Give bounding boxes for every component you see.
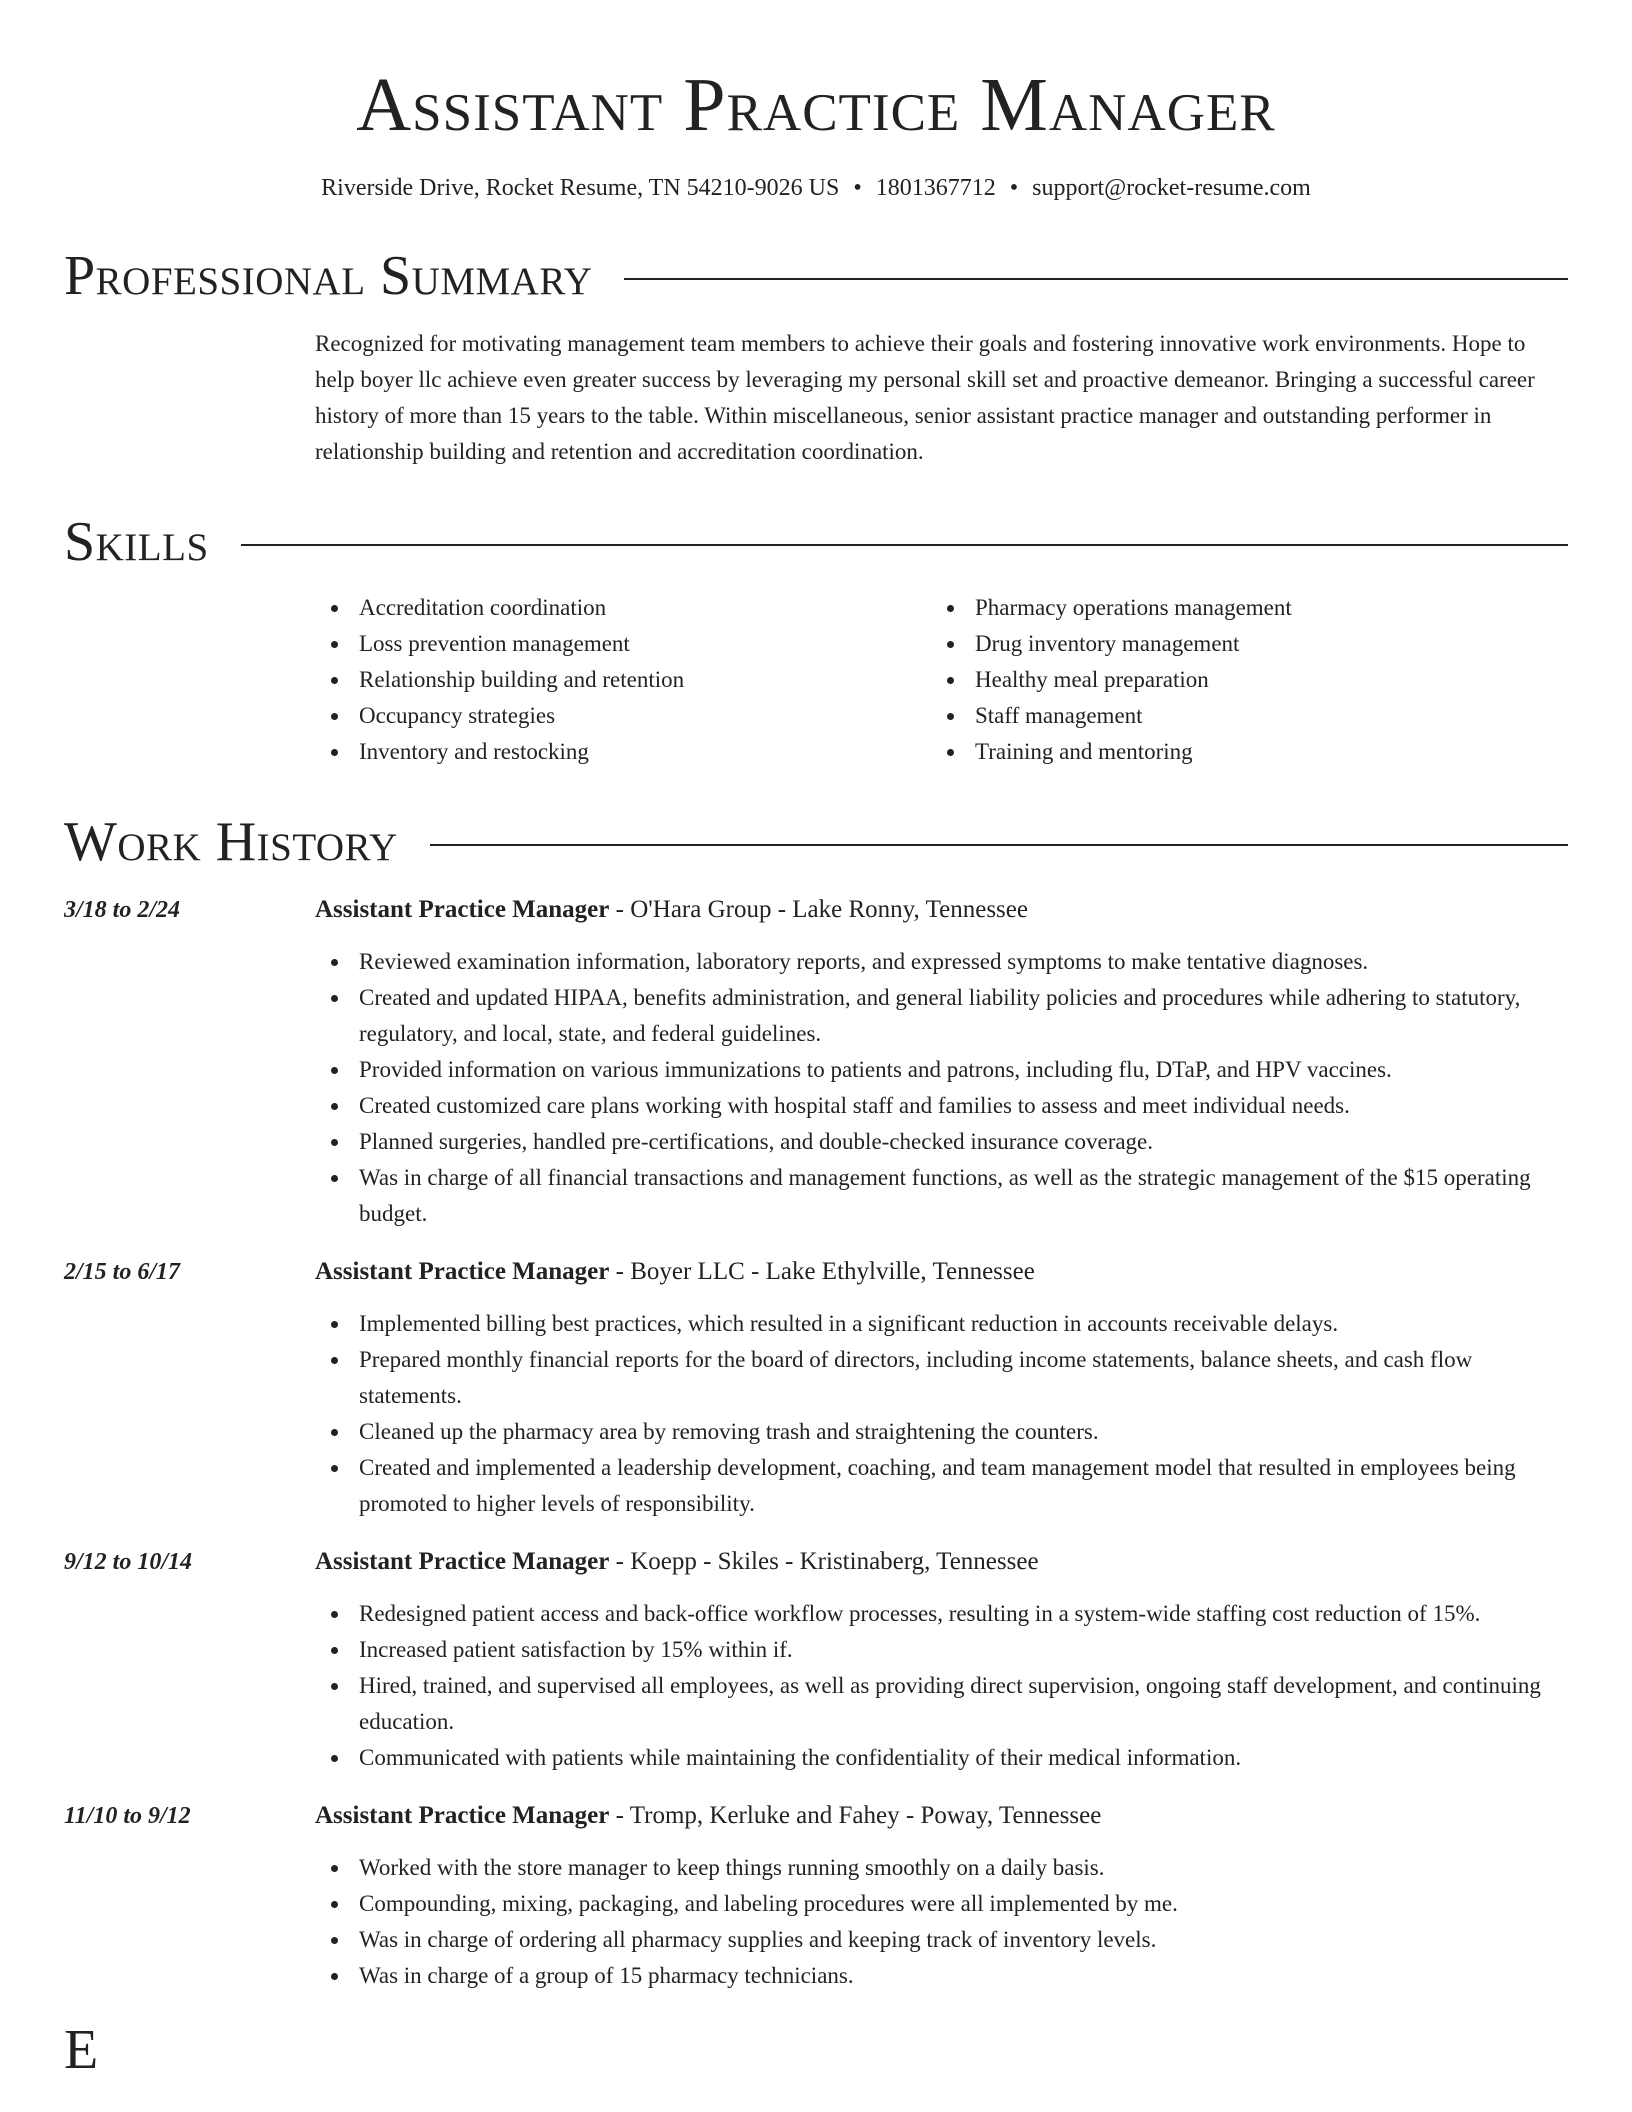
job-bullets <box>315 944 1568 1232</box>
job-bullet: Was in charge of ordering all pharmacy supplies and keeping track of inventory levels. <box>315 1922 1568 1958</box>
section-title: Professional Summary <box>64 245 593 307</box>
job-bullet: Created customized care plans working with hospital staff and families to assess and meet individual needs. <box>315 1088 1568 1124</box>
skill-item: Drug inventory management <box>931 626 1547 662</box>
address: Riverside Drive, Rocket Resume, TN 54210-9026 US <box>321 175 840 201</box>
job-title-line <box>315 1798 1568 1834</box>
skill-item: Relationship building and retention <box>315 662 931 698</box>
next-section-heading-partial: E <box>64 2019 99 2081</box>
skills-column-right <box>931 590 1547 770</box>
job-bullets <box>315 1596 1568 1776</box>
work-history <box>64 892 1568 1994</box>
job-bullets <box>315 1306 1568 1522</box>
job-bullet: Communicated with patients while maintaining the confidentiality of their medical information. <box>315 1740 1568 1776</box>
separator: • <box>853 175 862 201</box>
skills-column-left <box>315 590 931 770</box>
job-date: 11/10 to 9/12 <box>64 1803 191 1829</box>
job-bullet: Was in charge of a group of 15 pharmacy technicians. <box>315 1958 1568 1994</box>
separator: • <box>1009 175 1019 201</box>
job-title: Assistant Practice Manager <box>315 1802 610 1829</box>
job-title: Assistant Practice Manager <box>315 1548 610 1575</box>
divider <box>430 844 1568 846</box>
job-bullet: Worked with the store manager to keep things running smoothly on a daily basis. <box>315 1850 1568 1886</box>
job-title-line <box>315 1254 1568 1290</box>
job-bullets <box>315 1850 1568 1994</box>
job-title: Assistant Practice Manager <box>315 1258 610 1285</box>
job-entry <box>64 1798 1568 1994</box>
job-bullet: Created and implemented a leadership development, coaching, and team management model that resulted in employees being promoted to higher levels of responsibility. <box>315 1450 1568 1522</box>
skill-item: Staff management <box>931 698 1547 734</box>
job-entry <box>64 892 1568 1232</box>
job-bullet: Created and updated HIPAA, benefits administration, and general liability policies and procedures while adhering to statutory, regulatory, and local, state, and federal guidelines. <box>315 980 1568 1052</box>
job-details: - Koepp - Skiles - Kristinaberg, Tennessee <box>609 1548 1039 1575</box>
job-entry <box>64 1254 1568 1522</box>
phone: 1801367712 <box>875 175 996 201</box>
job-title: Assistant Practice Manager <box>315 896 610 923</box>
job-bullet: Was in charge of all financial transactions and management functions, as well as the strategic management of the $15 operating budget. <box>315 1160 1568 1232</box>
skill-item: Accreditation coordination <box>315 590 931 626</box>
job-bullet: Redesigned patient access and back-office workflow processes, resulting in a system-wide staffing cost reduction of 15%. <box>315 1596 1568 1632</box>
job-bullet: Cleaned up the pharmacy area by removing trash and straightening the counters. <box>315 1414 1568 1450</box>
resume-name: Assistant Practice Manager <box>356 63 1276 147</box>
divider <box>241 544 1568 546</box>
skill-item: Loss prevention management <box>315 626 931 662</box>
contact-line <box>64 172 1568 204</box>
job-date: 2/15 to 6/17 <box>64 1259 181 1285</box>
section-title: Work History <box>64 811 398 873</box>
skill-item: Pharmacy operations management <box>931 590 1547 626</box>
summary-text: Recognized for motivating management team members to achieve their goals and fostering innovative work environments. Hope to help boyer llc achieve even greater success by leveraging my personal skill set and proactive demeanor. Bringing a successful career history of more than 15 years to the table. Within miscellaneous, senior assistant practice manager and outstanding performer in relationship building and retention and accreditation coordination. <box>315 331 1535 464</box>
skills-list <box>315 590 1568 770</box>
work-heading <box>64 812 1568 872</box>
job-details: - Boyer LLC - Lake Ethylville, Tennessee <box>609 1258 1035 1285</box>
job-title-line <box>315 1544 1568 1580</box>
divider <box>624 278 1568 280</box>
job-date: 3/18 to 2/24 <box>64 897 181 923</box>
job-bullet: Compounding, mixing, packaging, and labeling procedures were all implemented by me. <box>315 1886 1568 1922</box>
job-bullet: Prepared monthly financial reports for the board of directors, including income statements, balance sheets, and cash flow statements. <box>315 1342 1568 1414</box>
email: support@rocket-resume.com <box>1032 175 1311 201</box>
job-bullet: Reviewed examination information, laboratory reports, and expressed symptoms to make tentative diagnoses. <box>315 944 1568 980</box>
job-details: - O'Hara Group - Lake Ronny, Tennessee <box>609 896 1028 923</box>
skill-item: Healthy meal preparation <box>931 662 1547 698</box>
job-bullet: Hired, trained, and supervised all employees, as well as providing direct supervision, ongoing staff development, and continuing education. <box>315 1668 1568 1740</box>
job-title-line <box>315 892 1568 928</box>
skill-item: Inventory and restocking <box>315 734 931 770</box>
section-title: Skills <box>64 511 209 573</box>
skill-item: Occupancy strategies <box>315 698 931 734</box>
skill-item: Training and mentoring <box>931 734 1547 770</box>
job-bullet: Increased patient satisfaction by 15% within if. <box>315 1632 1568 1668</box>
job-bullet: Provided information on various immunizations to patients and patrons, including flu, DTaP, and HPV vaccines. <box>315 1052 1568 1088</box>
job-bullet: Implemented billing best practices, which resulted in a significant reduction in accounts receivable delays. <box>315 1306 1568 1342</box>
job-bullet: Planned surgeries, handled pre-certifications, and double-checked insurance coverage. <box>315 1124 1568 1160</box>
summary-heading <box>64 246 1568 306</box>
job-date: 9/12 to 10/14 <box>64 1549 193 1575</box>
skills-heading <box>64 512 1568 572</box>
job-entry <box>64 1544 1568 1776</box>
job-details: - Tromp, Kerluke and Fahey - Poway, Tennessee <box>609 1802 1102 1829</box>
